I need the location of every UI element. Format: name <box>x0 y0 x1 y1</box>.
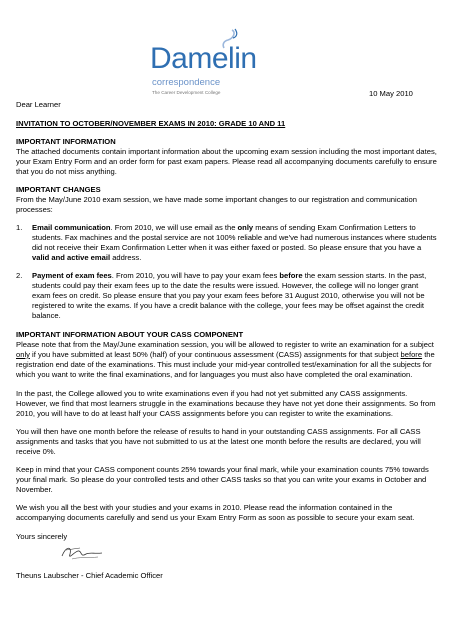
list-item-body: Email communication. From 2010, we will use email as the only means of sending Exam Confirmation Letters to students. Fax machines and the postal service are not 100% reliable and we've had numerous instances where students did not receive their Exam Confirmation Letter when it was either faxed or posted. So please ensure that you have a valid and active email address. <box>32 223 437 262</box>
cass-paragraph-4: Keep in mind that your CASS component counts 25% towards your final mark, while your examination counts 75% towards your final mark. So please do your controlled tests and other CASS tasks so that you can write your exams in October and November. <box>16 465 429 494</box>
changes-intro: From the May/June 2010 exam session, we have made some important changes to our registration and communication processes: <box>16 195 417 214</box>
damelin-logo <box>150 28 310 98</box>
item-title: Email communication <box>32 223 111 232</box>
letter-subject: INVITATION TO OCTOBER/NOVEMBER EXAMS IN 2010: GRADE 10 AND 11 <box>16 119 286 128</box>
logo-tagline: The Career Development College <box>152 90 221 95</box>
change-item-email <box>16 223 438 263</box>
important-info-heading: IMPORTANT INFORMATION <box>16 137 116 146</box>
signature-image <box>58 542 106 564</box>
item-title: Payment of exam fees <box>32 271 112 280</box>
logo-name: Damelin <box>150 42 257 75</box>
letter-date: 10 May 2010 <box>369 89 413 98</box>
salutation: Dear Learner <box>16 100 61 109</box>
signatory: Theuns Laubscher - Chief Academic Officer <box>16 571 163 580</box>
important-info-body: The attached documents contain important information about the upcoming exam session including the most important dates, your Exam Entry Form and an order form for past exam papers. Please read all accompanying documents carefully to ensure that you do not miss anything. <box>16 147 437 176</box>
closing-paragraph: We wish you all the best with your studies and your exams in 2010. Please read the information contained in the accompanying documents carefully and send us your Exam Entry Form as soon as possible to secure your exam seat. <box>16 503 415 522</box>
change-item-payment <box>16 271 438 321</box>
changes-heading: IMPORTANT CHANGES <box>16 185 101 194</box>
cass-paragraph-2: In the past, the College allowed you to write examinations even if you had not yet submitted any CASS assignments. However, we find that most learners struggle in the examinations because they have not yet done their assignments. So from 2010, you will have to do at least half your CASS assignments before you can register to write the examinations. <box>16 389 436 418</box>
list-item-body: Payment of exam fees. From 2010, you will have to pay your exam fees before the exam session starts. In the past, students could pay their exam fees up to the date the results were issued. However, the college will no longer grant exam fees on credit. So please ensure that you pay your exam fees before 31 August 2010, otherwise you will not be registered to write the exams. If you have a credit balance with the college, your fees may be offset against the credit balance. <box>32 271 427 320</box>
cass-paragraph-3: You will then have one month before the release of results to hand in your outstanding CASS assignments. For all CASS assignments and tasks that you have not submitted to us at the latest one month before the results are declared, you will receive 0%. <box>16 427 421 456</box>
list-number: 1. <box>16 223 23 232</box>
sign-off: Yours sincerely <box>16 532 68 541</box>
cass-paragraph-1: Please note that from the May/June examination session, you will be allowed to register to write an examination for a subject only if you have submitted at least 50% (half) of your continuous assessment (CASS) assignments for that subject before the registration end date of the examinations. This must include your mid-year controlled test/examination for all the subjects for which you want to write the final examinations, and for languages you must also have completed the oral examination. <box>16 340 435 379</box>
cass-heading: IMPORTANT INFORMATION ABOUT YOUR CASS COMPONENT <box>16 330 244 339</box>
list-number: 2. <box>16 271 23 280</box>
logo-subtitle: correspondence <box>152 77 221 88</box>
